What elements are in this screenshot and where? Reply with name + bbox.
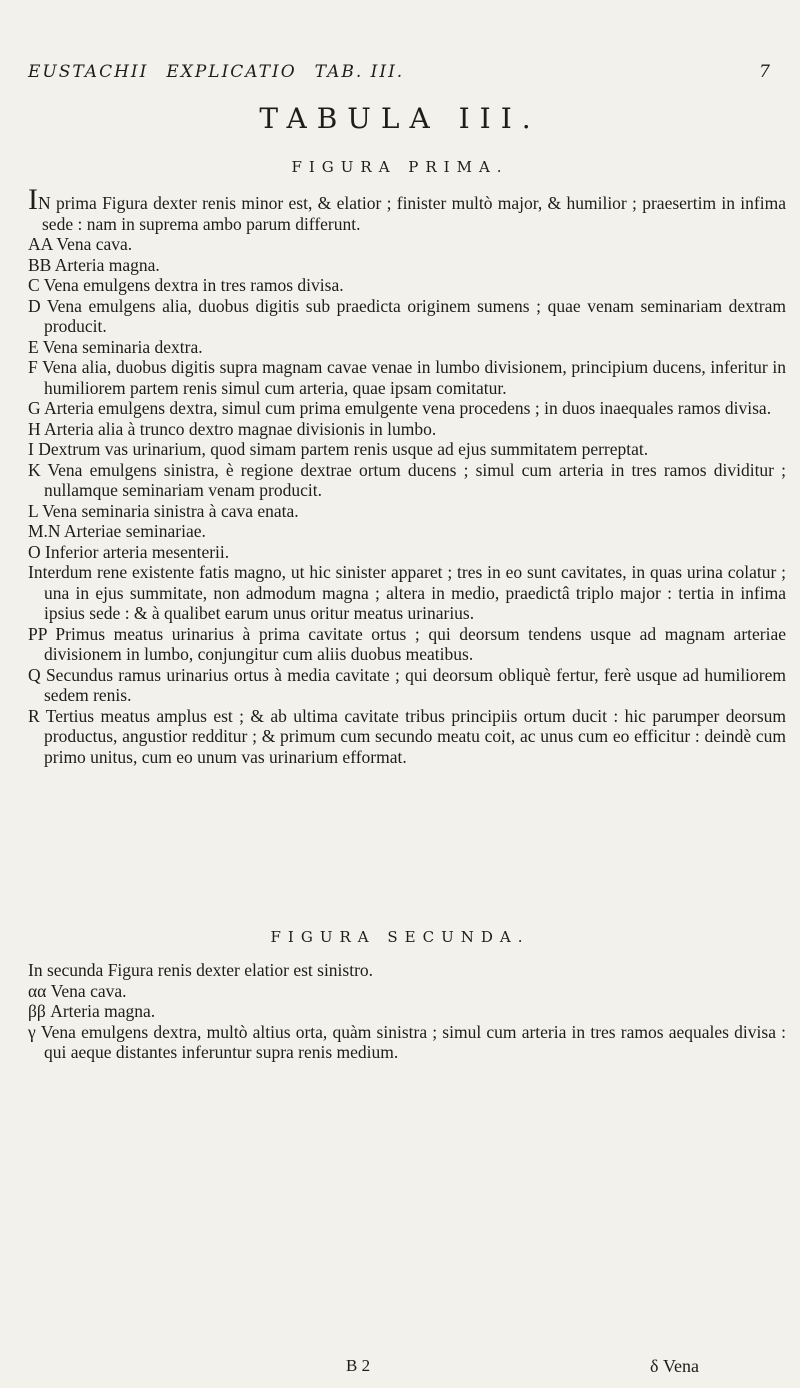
legend-item [28, 357, 786, 398]
legend-key: γ [28, 1021, 36, 1042]
legend-text: Vena emulgens sinistra, è regione dextrae ortum ducens ; simul cum arteria in tres ramos dividitur ; nullamque seminariam venam producit. [44, 459, 787, 500]
legend-item [28, 296, 786, 337]
figure-2-legend [28, 960, 786, 1063]
legend-item [28, 275, 786, 296]
legend-text: Vena alia, duobus digitis supra magnam cavae venae in lumbo divisionem, principium ducens, inferitur in humiliorem partem renis simul cum arteria, quae ipsam comitatur. [42, 357, 786, 398]
figure-1-items [28, 234, 786, 767]
signature-mark: B 2 [346, 1356, 371, 1375]
drop-cap: I [28, 183, 38, 216]
legend-item [28, 706, 786, 768]
running-head-table: TAB. III. [314, 62, 405, 82]
legend-key: AA [28, 234, 53, 254]
figure-1-intro-text: N prima Figura dexter renis minor est, & elatior ; finister multò major, & humilior ; praesertim in infima sede : nam in suprema ambo parum differunt. [38, 193, 786, 234]
legend-text: Arteria alia à trunco dextro magnae divisionis in lumbo. [44, 418, 437, 439]
legend-key: ββ [28, 1001, 46, 1021]
legend-item [28, 665, 786, 706]
figure-2-items [28, 981, 786, 1063]
legend-key: O [28, 541, 41, 562]
legend-key: R [28, 705, 40, 726]
legend-key: M.N [28, 521, 61, 541]
legend-key: Q [28, 664, 41, 685]
legend-key: BB [28, 254, 52, 275]
legend-key: C [28, 275, 40, 295]
legend-item [28, 398, 786, 419]
legend-text: Vena emulgens alia, duobus digitis sub praedicta originem sumens ; quae venam seminariam dextram producit. [44, 295, 786, 336]
legend-text: Vena seminaria dextra. [42, 336, 203, 357]
legend-item [28, 337, 786, 358]
legend-text: Secundus ramus urinarius ortus à media cavitate ; qui deorsum obliquè fertur, ferè usque ad humiliorem sedem renis. [44, 664, 786, 705]
page-footer [0, 1356, 800, 1380]
legend-key: L [28, 500, 39, 521]
figure-2-heading: FIGURA SECUNDA. [270, 928, 530, 946]
legend-text: Arteriae seminariae. [64, 521, 206, 541]
legend-text: Vena cava. [56, 234, 133, 254]
legend-key: E [28, 336, 39, 357]
legend-text: Dextrum vas urinarium, quod simam partem renis usque ad ejus summitatem perreptat. [38, 439, 649, 459]
page-number: 7 [759, 62, 772, 82]
figure-1-heading: FIGURA PRIMA. [291, 158, 509, 176]
legend-text: Vena emulgens dextra, multò altius orta, quàm sinistra ; simul cum arteria in tres ramos aequales divisa : qui aeque distantes inferuntur supra renis medium. [40, 1021, 786, 1062]
legend-key: PP [28, 623, 47, 644]
legend-key: K [28, 459, 41, 480]
legend-text: Inferior arteria mesenterii. [45, 541, 230, 562]
legend-item [28, 234, 786, 255]
legend-text: Tertius meatus amplus est ; & ab ultima cavitate tribus principiis ortum ducit : hic parumper deorsum productus, angustior redditur ; & primum cum secundo meatu coit, ac unus cum eo efficitur : deindè cum primo unitus, cum eo unum vas urinarium efformat. [44, 705, 787, 767]
legend-text: Arteria emulgens dextra, simul cum prima emulgente vena procedens ; in duos inaequales ramos divisa. [44, 398, 772, 418]
page-title: TABULA III. [259, 102, 541, 135]
legend-key: I [28, 439, 34, 459]
legend-item [28, 521, 786, 542]
legend-text: Arteria magna. [54, 254, 160, 275]
legend-text: Vena emulgens dextra in tres ramos divisa. [43, 275, 344, 295]
legend-item [28, 1022, 786, 1063]
legend-key: D [28, 295, 41, 316]
legend-key: αα [28, 980, 47, 1001]
legend-item [28, 1001, 786, 1022]
legend-item [28, 501, 786, 522]
catchword: δ Vena [650, 1356, 699, 1376]
legend-text: Interdum rene existente fatis magno, ut hic sinister apparet ; tres in eo sunt cavitates, in quas urina colatur ; una in ejus summitate, non admodum magna ; altera in medio, praedictâ triplo major : tertia in infima ipsius sede : & à qualibet earum unus oritur meatus urinarius. [28, 562, 786, 623]
legend-item [28, 460, 786, 501]
running-head-title [28, 62, 404, 82]
legend-item [28, 255, 786, 276]
running-head [28, 62, 772, 82]
legend-text: Vena cava. [50, 980, 127, 1001]
running-head-work: EXPLICATIO [166, 62, 297, 82]
legend-item [28, 981, 786, 1002]
figure-1-legend [28, 183, 787, 767]
legend-key: F [28, 357, 38, 377]
legend-key: G [28, 398, 41, 418]
legend-text: Primus meatus urinarius à prima cavitate ortus ; qui deorsum tendens usque ad magnam arteriae divisionem in lumbo, conjungitur cum aliis duobus meatibus. [44, 623, 786, 664]
legend-item [28, 419, 786, 440]
legend-text: Arteria magna. [50, 1001, 156, 1021]
legend-key: H [28, 418, 41, 439]
figure-2-intro: In secunda Figura renis dexter elatior est sinistro. [28, 960, 374, 980]
legend-item [28, 624, 786, 665]
legend-item [28, 439, 786, 460]
running-head-author: EUSTACHII [28, 62, 149, 82]
legend-text: Vena seminaria sinistra à cava enata. [42, 500, 299, 521]
figure-1-intro [28, 183, 786, 234]
legend-item [28, 542, 786, 563]
legend-item [28, 562, 786, 624]
